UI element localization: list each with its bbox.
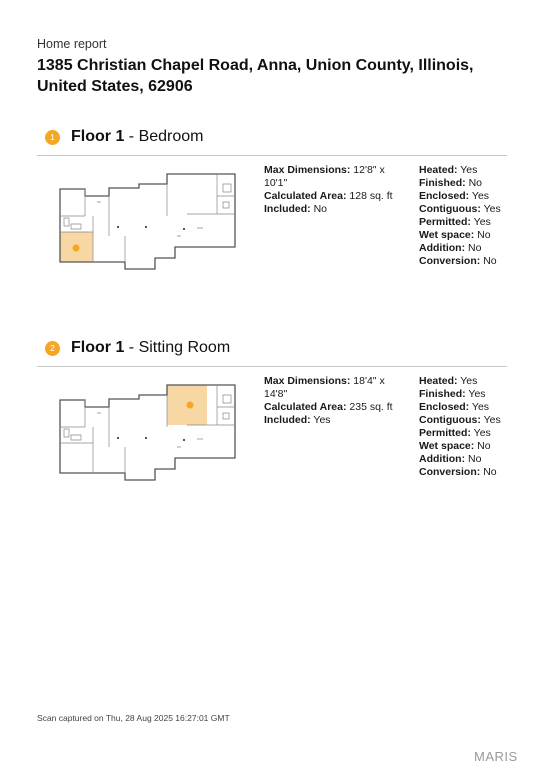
room-details xyxy=(264,375,409,427)
property-address: 1385 Christian Chapel Road, Anna, Union County, Illinois, United States, 62906 xyxy=(37,57,474,95)
room-header xyxy=(37,126,507,150)
floor-label: Floor 1 xyxy=(71,339,125,356)
addition-label: Addition: xyxy=(419,453,466,465)
heated-row xyxy=(419,164,509,177)
contiguous-row xyxy=(419,414,509,427)
room-number-badge: 2 xyxy=(45,341,60,356)
wet-space-value: No xyxy=(477,229,491,241)
section-divider xyxy=(37,366,507,367)
included-label: Included: xyxy=(264,203,311,215)
conversion-value: No xyxy=(483,466,497,478)
included-label: Included: xyxy=(264,414,311,426)
calculated-area-row xyxy=(264,190,409,203)
calculated-area-label: Calculated Area: xyxy=(264,401,347,413)
enclosed-value: Yes xyxy=(471,401,490,413)
section-divider xyxy=(37,155,507,156)
enclosed-label: Enclosed: xyxy=(419,190,470,202)
wet-space-label: Wet space: xyxy=(419,440,475,452)
max-dimensions-value: 18'4" x 14'8" xyxy=(264,375,385,400)
addition-value: No xyxy=(468,242,482,254)
contiguous-value: Yes xyxy=(483,414,501,426)
enclosed-row xyxy=(419,401,509,414)
room-name: Bedroom xyxy=(138,128,204,145)
title-separator: - xyxy=(124,128,139,145)
addition-value: No xyxy=(468,453,482,465)
conversion-label: Conversion: xyxy=(419,255,481,267)
scan-timestamp: Scan captured on Thu, 28 Aug 2025 16:27:01 GMT xyxy=(37,713,230,723)
included-row xyxy=(264,203,409,216)
permitted-value: Yes xyxy=(473,216,491,228)
calculated-area-row xyxy=(264,401,409,414)
finished-label: Finished: xyxy=(419,177,466,189)
room-flags xyxy=(419,375,509,479)
contiguous-label: Contiguous: xyxy=(419,203,481,215)
room-title xyxy=(71,128,203,146)
wet-space-row xyxy=(419,440,509,453)
conversion-label: Conversion: xyxy=(419,466,481,478)
contiguous-label: Contiguous: xyxy=(419,414,481,426)
max-dimensions-value: 12'8" x 10'1" xyxy=(264,164,385,189)
addition-row xyxy=(419,242,509,255)
max-dimensions-label: Max Dimensions: xyxy=(264,164,351,176)
addition-label: Addition: xyxy=(419,242,466,254)
brand-logo: MARIS xyxy=(474,749,518,764)
max-dimensions-label: Max Dimensions: xyxy=(264,375,351,387)
calculated-area-value: 128 sq. ft xyxy=(349,190,393,202)
room-marker xyxy=(73,245,80,252)
enclosed-row xyxy=(419,190,509,203)
room-marker xyxy=(187,402,194,409)
room-number-badge: 1 xyxy=(45,130,60,145)
report-label: Home report xyxy=(37,37,107,51)
room-flags xyxy=(419,164,509,268)
permitted-row xyxy=(419,216,509,229)
max-dimensions-row xyxy=(264,375,409,401)
enclosed-label: Enclosed: xyxy=(419,401,470,413)
finished-row xyxy=(419,388,509,401)
max-dimensions-row xyxy=(264,164,409,190)
heated-label: Heated: xyxy=(419,164,458,176)
finished-value: Yes xyxy=(468,388,486,400)
finished-value: No xyxy=(468,177,483,189)
wet-space-row xyxy=(419,229,509,242)
permitted-row xyxy=(419,427,509,440)
finished-label: Finished: xyxy=(419,388,466,400)
contiguous-row xyxy=(419,203,509,216)
room-section-sitting-room xyxy=(37,337,507,478)
floor-plan-bedroom xyxy=(57,166,239,284)
floor-label: Floor 1 xyxy=(71,128,125,145)
conversion-value: No xyxy=(483,255,497,267)
title-separator: - xyxy=(124,339,139,356)
heated-label: Heated: xyxy=(419,375,458,387)
conversion-row xyxy=(419,255,509,268)
heated-value: Yes xyxy=(460,164,478,176)
room-name: Sitting Room xyxy=(138,339,231,356)
wet-space-value: No xyxy=(477,440,491,452)
heated-value: Yes xyxy=(460,375,478,387)
floor-plan-sitting-room xyxy=(57,377,239,495)
finished-row xyxy=(419,177,509,190)
room-title xyxy=(71,339,230,357)
room-section-bedroom xyxy=(37,126,507,267)
contiguous-value: Yes xyxy=(483,203,501,215)
conversion-row xyxy=(419,466,509,479)
permitted-label: Permitted: xyxy=(419,216,471,228)
room-details xyxy=(264,164,409,216)
permitted-label: Permitted: xyxy=(419,427,471,439)
permitted-value: Yes xyxy=(473,427,491,439)
addition-row xyxy=(419,453,509,466)
enclosed-value: Yes xyxy=(471,190,490,202)
included-value: Yes xyxy=(313,414,331,426)
calculated-area-value: 235 sq. ft xyxy=(349,401,393,413)
included-value: No xyxy=(313,203,328,215)
heated-row xyxy=(419,375,509,388)
calculated-area-label: Calculated Area: xyxy=(264,190,347,202)
included-row xyxy=(264,414,409,427)
room-header xyxy=(37,337,507,361)
wet-space-label: Wet space: xyxy=(419,229,475,241)
